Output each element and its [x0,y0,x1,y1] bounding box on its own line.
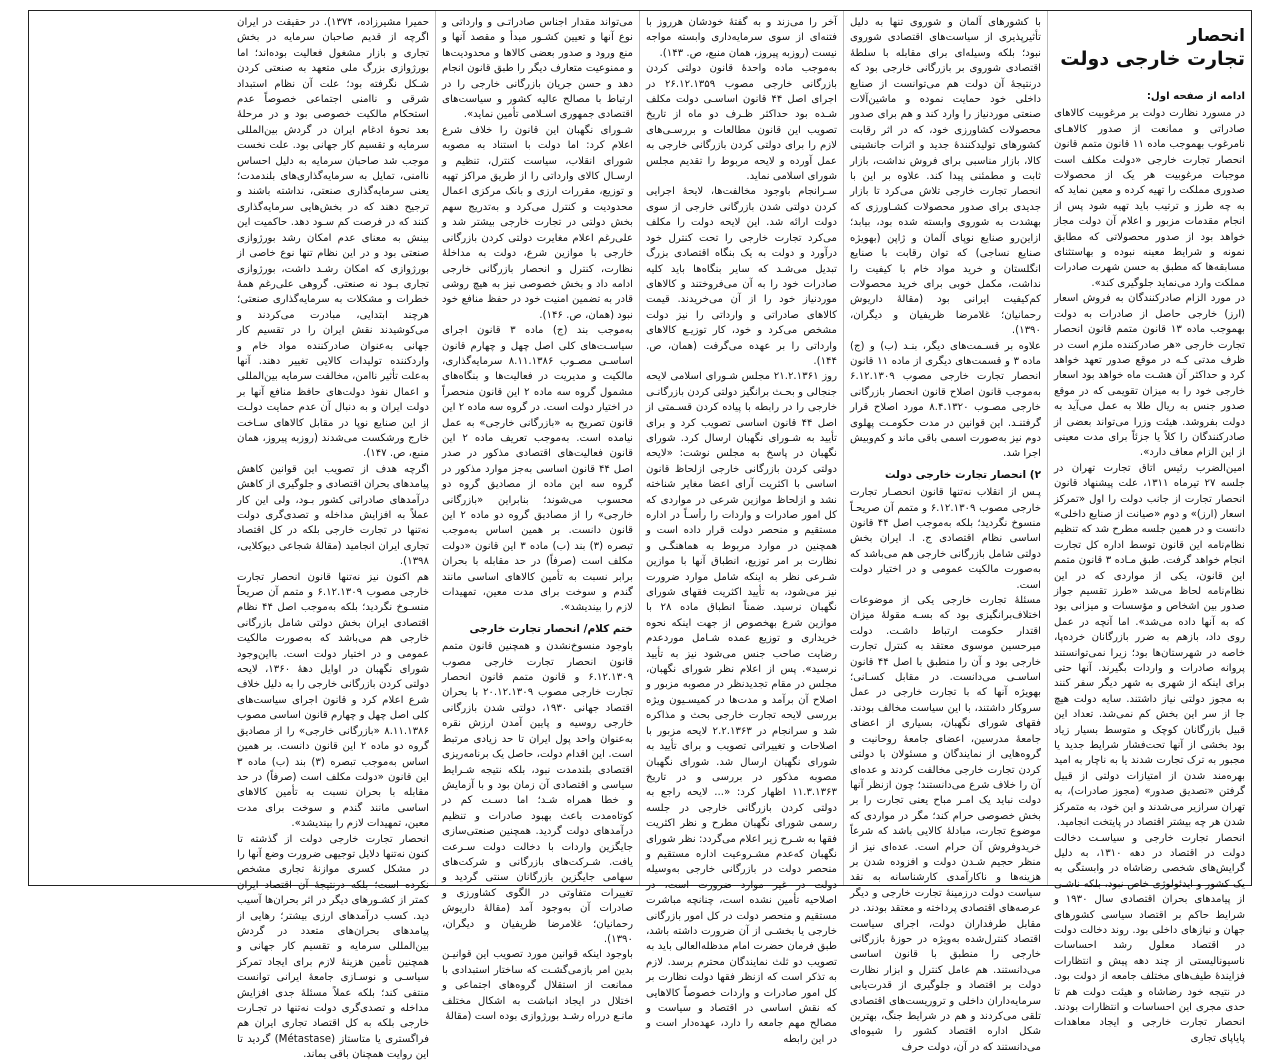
paragraph: می‌تواند مقدار اجناس صادراتـی و وارداتی و نوع آنها و تعیین کشـور مبدأ و مقصد آنها و منع ورود و صدور بعضی کالاها و محدودیت‌ها و ممنوعیت متعارف دیگر را طبق قانون انجام دهد و حسن جریان بازرگانی خارجی را در ارتباط با مصالح عالیه کشور و سیاست‌های اقتصادی جمهوری اسـلامی تأمین نماید». [442,17,633,121]
paragraph: با کشورهای آلمان و شوروی تنها به دلیل تأثیرپذیری از سیاست‌های اقتصادی شوروی نبود؛ بلکه وسیله‌ای برای مقابله با سلطۀ اقتصادی شوروی بر بازرگانی خارجی بود که درنتیجۀ آن دولت هم می‌توانست از صنایع داخلی خود حمایت نموده و ماشین‌آلات صنعتی موردنیاز را وارد کند و هم برای صدور محصولات کشاورزی خود، که در اثر رقابت کشورهای تولیدکنندۀ جدید و اثرات جانشینی کالا، بازار مناسبی برای فروش نداشت، بازار ثابت و مطمئنی پیدا کند. علاوه بر این با انحصار تجارت خارجی تلاش می‌کرد تا بازار جدیدی برای صدور محصولات کشـاورزی که بهشدت به شوروی وابسته شده بود، بیابد؛ ازاین‌رو صنایع نوپای آلمان و ژاپن (بهویژه صنایع نساجی) که توان رقابت با صنایع انگلستان و خرید مواد خام با کیفیت را نداشت، مکمل خوبی برای خرید محصولات کم‌کیفیت ایرانی بود (مقالۀ داریوش رحمانیان؛ غلامرضا ظریفیان و دیگران، ۱۳۹۰). [850,17,1041,337]
newspaper-page [28,10,1252,1061]
paragraph: در مورد الزام صادرکنندگان به فروش اسعار (ارز) خارجی حاصل از صادرات به دولت بهموجب ماده ۱۳ قانون متمم قانون انحصار تجارت خارجی «هر صادرکننده ملزم است در ظرف مدتی کـه در موقع صدور تعهد خواهد کرد و حداکثر آن هشـت ماه خواهد بود اسعار خارجی خود را به میزان تقویمی که در موقع صدور جنس به ریال طلا به عمل می‌آید به دولت بفروشد. هیئت وزرا می‌تواند بعضی از صادرکنندگان را کلاً یا جزئاً برای مدت معینی از این الزام معاف دارد». [1054,293,1245,459]
paragraph: سـرانجام باوجود مخالفت‌ها، لایحۀ اجرایی کردن دولتی شدن بازرگانی خارجی از سوی دولت ارائه شد. این لایحه دولت را مکلف می‌کرد تجارت خارجی را تحت کنترل خود درآورد و دولت به یک بنگاه اقتصادی بزرگ تبدیل می‌شـد که سایر بنگاه‌ها باید کلیه صادرات خود را به آن می‌فروختند و کالاهای موردنیاز خود را از آن می‌خریدند. قیمت کالاهای صادراتی و وارداتی را نیز دولت مشخص می‌کرد و خود، کار توزیـع کالاهای وارداتی را بر عهده می‌گرفت (همان، ص. ۱۴۴). [646,186,837,367]
article-column-2 [843,11,1047,1053]
section-heading: ۲) انحصار تجارت خارجی دولت [884,468,1041,481]
paragraph: علاوه بر قسـمت‌های دیگر، بنـد (ب) و (ج) ماده ۳ و قسمت‌های دیگری از ماده ۱۱ قانون انحصار تجارت خارجی مصوب ۶.۱۲.۱۳۰۹ به‌موجب قانون اصلاح قانون انحصار بازرگانی خارجی مصـوب ۸.۴.۱۳۲۰ مورد اصلاح قرار گرفتنـد. این قوانین در مدت حکومـت پهلوی دوم نیز به‌صورت اسمی باقی ماند و کم‌وبیش اجرا شد. [850,340,1041,460]
paragraph: باوجود اینکه قوانین مورد تصویب این قوانیـن بدین امر بازمی‌گشـت که ساختار استبدادی با ممانعت از استقلال گروه‌های اجتماعی و اختلال در ایجاد انباشت به اشکال مختلف مانـع درراه رشـد بورژوازی بوده است (مقالۀ [442,949,633,1022]
paragraph: روز ۲۱.۲.۱۳۶۱ مجلس شـورای اسلامی لایحه جنجالی و بحـث برانگیز دولتی کردن بازرگانـی خارجی را در رابطه با پیاده کردن قسـمتی از اصل ۴۴ قانون اساسی تصویب کرد و برای تأیید به شـورای نگهبان ارسال کرد. شورای نگهبان در پاسخ به مجلس نوشت: «لایحه دولتی کردن بازرگانی خارجی ازلحاظ قانون اساسی با اکثریت آرای اعضا مغایر شناخته نشد و ازلحاظ موازین شرعی در مواردی که کل امور صادرات و واردات را رأسـاً در اداره مستقیم و منحصر دولت قرار داده است و همچنین در موارد مربوط به هماهنگـی و نظارت بر امر توزیع، انطباق آنها با موازین شـرعی نظر به اینکه شامل موارد ضرورت نیز می‌شود، به تأیید اکثریت فقهای شورای نگهبان نرسید. ضمناً انطباق ماده ۲۸ با موازین شرع بهخصوص از جهت اینکه نحوه خریداری و توزیع عمده شـامل موردعدم رضایت صاحب جنس می‌شود نیز به تأیید نرسید». پس از اعلام نظر شورای نگهبان، مجلس در مقام تجدیدنظر در مصوبه مزبور و اصلاح آن برآمد و مدت‌ها در کمیسـیون ویژه بررسی لایحه تجارت خارجی بحث و مذاکره شد و سرانجام در ۲.۲.۱۳۶۳ لایحه مزبور با اصلاحات و تغییراتی تصویب و برای تأیید به شورای نگهبان ارسال شد. شورای نگهبان مصوبه مذکور در بررسی و در تاریخ ۱۱.۳.۱۳۶۳ اظهار کرد: «... لایحه راجع به دولتی کردن بازرگانی خارجی در جلسه رسمی شورای نگهبان مطرح و نظر اکثریت فقها به شـرح زیر اعلام می‌گردد: نظر شورای نگهبان که‌عدم مشـروعیت اداره مستقیم و منحصر دولت در بازرگانی خارجی به‌وسیله دولت در غیر موارد ضرورت است، در اصلاحیه تأمین نشده است، چنانچه مباشرت مستقیم و منحصر دولت در کل امور بازرگانی خارجی یا بخشـی از آن ضرورت داشته باشد، طبق فرمان حضرت امام مدظله‌العالی باید به تصویب دو ثلث نمایندگان محترم برسد. لازم به تذکر است که ازنظر فقها دولت نظارت بر کل امور صادرات و واردات خصوصاً کالاهایی که نقش اساسی در اقتصاد و سیاست و مصالح مهم جامعه را دارد، عهده‌دار است و در این رابطه [646,371,838,1045]
paragraph: شـورای نگهبان این قانون را خلاف شرع اعلام کرد: اما دولت با استناد به مصوبه شورای انقلاب، سیاست کنترل، تنظیم و ارسـال کالای وارداتی را از طریق مراکز تهیه و توزیع، مقررات ارزی و بانک مرکزی اعمال محدودیت و کنترل می‌کرد و به‌تدریج سهم بخش دولتی در تجارت خارجی بیشتر شد و علی‌رغم اعلام مغایرت دولتی کردن بازرگانی خارجی با موازین شرع، دولت به مداخلۀ نظارت، کنترل و انحصار بازرگانی خارجی ادامه داد و بخش خصوصی نیز به هیچ روشی قادر به تضمین امنیت خود در حفظ منافع خود نبود (همان، ص. ۱۴۶). [442,124,633,321]
paragraph: حمیرا مشیرزاده، ۱۳۷۴). در حقیقت در ایران اگرچه از قدیم صاحبان سرمایه در بخش تجاری و بازار مشغول فعالیت بوده‌اند؛ اما بورژوازی بزرگ ملی متعهد به صنعتی کردن شـکل نگرفته بود؛ علت آن نظام استبداد شرقی و ناامنی اجتماعی خصوصاً عدم استحکام مالکیت خصوصی بود و در مرحلۀ بعد نحوۀ ادغام ایران در گردش بین‌المللی سرمایه و تقسیم کار جهانی بود. علت نخست موجب شد صاحبان سرمایه به دلیل احساس ناامنی، تمایل به سرمایه‌گذاری‌های بلندمدت؛ یعنی سرمایه‌گذاری صنعتی، نداشته باشند و ترجیح دهند که در بخش‌هایی سرمایه‌گذاری کنند که در فرصت کم سـود دهد. حاکمیت این بینش به معنای عدم امکان رشد بورژوازی صنعتی بود و در این نظام تنها نوع خاصی از بورژوازی که امکان رشـد داشت، بورژوازی تجاری بـود نه صنعتی. گروهی علی‌رغم همۀ خطرات و مشکلات به سرمایه‌گذاری صنعتی؛ هرچند ابتدایی، مبادرت می‌کردند و می‌کوشیدند نقش ایران را در تقسیم کار جهانی به‌عنوان صادرکننده مواد خام و واردکننده تولیدات کالایی تغییر دهند. آنها به‌علت تأثیر ناامن، مخالفت سرمایه بین‌المللی و اعمال نفوذ دولت‌های حافظ منافع آنها بر دولت ایران و به دنبال آن عدم حمایت دولـت از این صنایع نوپا در مقابل کالاهای سـاخت خارج ورشکست می‌شدند (روزبه پیروز، همان منبع، ص. ۱۴۷). [237,17,430,460]
continued-label: ادامه از صفحه اول: [1146,91,1245,102]
article-column-1 [1047,11,1251,1044]
paragraph: هم اکنون نیز نه‌تنها قانون انحصار تجارت خارجی مصوب ۶.۱۲.۱۳۰۹ و متمم آن صریحاً منسـوخ نگردید؛ بلکه به‌موجب اصل ۴۴ نظام اقتصادی ایران بخش دولتی شامل بازرگانی خارجی هم می‌باشد که به‌صورت مالکیت عمومی و در اختیار دولت است. بااین‌وجود شورای نگهبان در اوایل دهۀ ۱۳۶۰، لایحه دولتی کردن بازرگانی خارجی را به دلیل خلاف شرع اعلام کرد و قانون اجرای سیاست‌های کلی اصل چهل و چهارم قانون اساسی مصوب ۸.۱۱.۱۳۸۶ «بازرگانی خارجی» را از مصادیق گروه دو ماده ۲ این قانون دانست. بر همین اساس به‌موجب تبصره (۳) بند (ب) ماده ۳ این قانون «دولت مکلف است (صرفاً) در حد مقابله با بحران نسبت به تأمین کالاهای اساسی مانند گندم و سوخت برای مدت معین، تمهیدات لازم را بیندیشد». [237,571,429,830]
article-title-line-1: انحصار [1187,26,1245,46]
paragraph: مسئلۀ تجارت خارجی یکی از موضوعات اختلاف‌برانگیزی بود که بسـه مقولۀ میزان اقتدار حکومت ارتباط داشـت. دولت میرحسین موسوی معتقد به کنترل تجارت خارجی بود و آن را منطبق با اصل ۴۴ قانون اساسـی می‌دانست. در مقابل کسـانی؛ بهویژه آنها که با تجارت خارجی در عمل سروکار داشتند، با این سیاست مخالف بودند. فقهای شورای نگهبان، بسیاری از اعضای جامعۀ مدرسین، اعضای جامعۀ روحانیت و گروه‌هایی از نمایندگان و مسئولان با دولتی کردن تجارت خارجی مخالفت کردند و عده‌ای آن را خلاف شرع می‌دانستند؛ چون ازنظر آنها دولت نباید یک امـر مباح یعنی تجارت را بر بخش خصوصی حرام کند؛ مگر در مواردی که موضوع تجارت، مبادلۀ کالایی باشد که شرعاً خریدوفروش آن حرام است. عده‌ای نیز از منظر حجیم شـدن دولت و افزوده شدن بر هزینه‌ها و ناکارآمدی کارشناسانه به نقد سیاست دولت درزمینۀ تجارت خارجی و دیگر عرصه‌های اقتصادی پرداخته و معتقد بودند. در مقابل طرفداران دولت، اجرای سیاست اقتصاد کنترل‌شده به‌ویژه در حوزۀ بازرگانی خارجی را منطبق با قانون اساسی می‌دانستند. هم عامل کنترل و ابزار نظارت دولت بر اقتصاد و جلوگیری از قدرت‌یابی سرمایه‌داران داخلی و تروریست‌های اقتصادی تلقی می‌کردند و هم در شرایط جنگ، بهترین شکل اداره اقتصاد کشور را شیوه‌ای می‌دانستند که در آن، دولت حرف [850,595,1041,1053]
paragraph: آخر را می‌زند و به گفتۀ خودشان هرروز با فتنه‌ای از سوی سرمایه‌داری وابسته مواجه نیست (روزبه پیروز، همان منبع، ص. ۱۴۳). [646,17,837,59]
paragraph: امین‌الضرب رئیس اتاق تجارت تهران در جلسه ۲۷ تیرماه ۱۳۱۱، علت پیشنهاد قانون انحصار تجارت از جانب دولت را اول «تمرکز اسعار (ارز)» و دوم «صیانت از صنایع داخلی» دانست و در همین جلسه مطرح شد که تنظیم نظام‌نامه این قانون توسط اداره کل تجارت انجام خواهد گرفت. طبق مـاده ۳ قانون متمم این قانون، یکی از مواردی که در این نظام‌نامه لحاظ می‌شد «طرز تقسیم جواز صدور بین اشخاص و مؤسسات و میزانی بود که به آنها داده می‌شد». اما آنچه در عمل روی داد، بازهم به ضرر بازرگانان خرده‌پا، خاصه در شهرستان‌ها بود؛ زیرا نمی‌توانستند پروانه صادرات و واردات بگیرند. آنها حتی برای اینکه از شهری به شهر دیگر سفر کنند به مجوز دولتی نیاز داشتند. سایه دولت هیچ جا از سر این بخش کم نمی‌شد. تعداد این قبیل بازرگانان کوچک و متوسط بسیار زیاد بود بخشی از آنها تحت‌فشار شرایط جدید یا مجبور به ترک تجارت شدند یا به ناچار به امید بهره‌مند شدن از امتیازات دولتی از قبیل گرفتن «تصدیق صدور» (مجوز صادرات)، به تهران سرازیر می‌شدند و این خود، به متمرکز شدن هر چه بیشتر اقتصاد در پایتخت انجامید. [1053,462,1246,829]
article-title-line-2: تجارت خارجی دولت [1060,48,1245,70]
paragraph: اگرچه هدف از تصویب این قوانین کاهش پیامدهای بحران اقتصادی و جلوگیری از کاهش درآمدهای صادراتی کشور بـود، ولی این کار عملاً به افزایش مداخله و تصدی‌گری دولت نه‌تنها در تجارت خارجی بلکه در کل اقتصاد تجاری ایران انجامید (مقالۀ شجاعی دیوکلایی، ۱۳۹۸). [237,463,429,568]
article-column-4 [435,11,639,1022]
article-column-5 [231,11,435,1061]
paragraph: انحصار تجارت خارجی دولت از گذشته تا کنون نه‌تنها دلایل توجیهی ضرورت وضع آنها را در مشکل کسری موازنۀ تجاری مشخص نکرده است؛ بلکه درنتیجۀ آن اقتصاد ایران کمتر از کشـورهای دیگر در اثر بحران‌ها آسیب دید. کسب درآمدهای ارزی بیشتر؛ رهایی از پیامدهای بحران‌های متعدد در گردش بین‌المللی سرمایه و تقسیم کار جهانی و همچنین تأمین هزینۀ لازم برای ایجاد تمرکز سیاسـی و نوسـازی جامعۀ ایرانی توانست منتفی کند؛ بلکه عملاً مسئلۀ جدی افزایش مداخله و تصدی‌گری دولت نه‌تنها در تجـارت خارجی بلکه به کل اقتصاد تجاری ایران هم فراگستری یا متاستاز (Métastase) گردید تا این روایت همچنان باقی بماند. [237,833,429,1061]
article-title [1054,25,1245,71]
paragraph: به‌موجب ماده واحدۀ قانون دولتی کردن بازرگانی خارجی مصوب ۲۶.۱۲.۱۳۵۹ در اجرای اصل ۴۴ قانون اساسـی دولت مکلف شـده بود حداکثر ظـرف دو ماه از تاریخ تصویب این قانون مطالعات و بررسـی‌های لازم را برای دولتی کردن بازرگانی خارجی به عمل آورده و لایحه مربوط را تقدیم مجلس شورای اسلامی نماید. [646,63,837,183]
section-heading: ختم کلام/ انحصار تجارت خارجی [469,622,633,635]
paragraph: در مسورد نظارت دولت بر مرغوبیت کالاهای صادراتی و ممانعت از صدور کالاهـای نامرغوب بهموجب ماده ۱۱ قانون متمم قانون انحصار تجارت خارجی «دولت مکلف است موجبات مرغوبیت هر یک از محصولات صدوری مملکت را تهیه کرده و معین نماید که به چه طرز و ترتیب باید تهیه شود پس از انجام مقدمات مزبور و اعلام آن دولت مجاز خواهد بود از صدور محصولاتی که مطابق نمونه و شرایط معینه نبوده و بهاستثنای مسابقه‌ها که مطبق به حسن شهرت صادرات مملکت وارد می‌نماید جلوگیری کند». [1054,108,1245,289]
article-column-3 [639,11,843,1045]
paragraph: باوجود منسوخ‌نشدن و همچنین قانون متمم قانون انحصار تجارت خارجی مصوب ۶.۱۲.۱۳۰۹ و قانون متمم قانون انحصار تجارت خارجی مصوب ۲۰.۱۲.۱۳۰۹ با بحران اقتصاد جهانی ۱۹۳۰، دولتی شدن بازرگانی خارجی روسیه و پایین آمدن ارزش نقره به‌عنوان واحد پول ایران تا حد زیادی مرتبط است. این اقدام دولت، حاصل یک برنامه‌ریزی اقتصادی بلندمدت نبود، بلکه نتیجه شـرایط سیاسی و اقتصادی آن زمان بود و با آزمایش و خطا همراه شـد؛ اما دسـت کم در کوتاه‌مدت باعث بهبود صادرات و تنظیم درآمدهای دولت گردید. همچنین صنعتی‌سازی جایگزین واردات با دخالت دولت سـرعت یافت. شـرکت‌های بازرگانی و شرکت‌های سهامی جایگزین بازرگانان سنتی گردید و تغییرات متفاوتی در الگوی کشاورزی و صادرات آن به‌وجود آمد (مقالۀ داریوش رحمانیان؛ غلامرضا ظریفیان و دیگران، ۱۳۹۰). [442,641,633,945]
paragraph: به‌موجب بند (ج) ماده ۳ قانون اجرای سیاسـت‌های کلی اصل چهل و چهارم قانون اساسـی مصـوب ۸.۱۱.۱۳۸۶ سرمایه‌گذاری، مالکیت و مدیریت در فعالیت‌ها و بنگاه‌های مشمول گروه سه ماده ۲ این قانون منحصراً در اختیار دولت است. در گروه سه ماده ۲ این قانون تصریح به «بازرگانی خارجی» به عمل نیامده است. به‌موجب تعریف ماده ۲ این قانون فعالیت‌های اقتصادی مذکور در صدر اصل ۴۴ قانون اساسی به‌جز موارد مذکور در گروه سه این ماده از مصادیق گروه دو محسوب می‌شوند؛ بنابراین «بازرگانی خارجی» را از مصادیق گروه دو ماده ۲ این قانون دانست. بر همین اساس به‌موجب تبصره (۳) بند (ب) ماده ۳ این قانون «دولت مکلف است (صرفاً) در حد مقابله با بحران برابر نسبت به تأمین کالاهای اساسی مانند گندم و سوخت برای مدت معین، تمهیدات لازم را بیندیشد». [442,325,633,614]
paragraph: پـس از انقلاب نه‌تنها قانون انحصـار تجارت خارجی مصوب ۶.۱۲.۱۳۰۹ و متمم آن صریحـاً منسوخ نگردید؛ بلکه به‌موجب اصل ۴۴ قانون اساسی نظام اقتصادی ج. ا. ایران بخش دولتی شامل بازرگانی خارجی هم می‌باشد که به‌صورت مالکیت عمومی و در اختیار دولت است. [850,487,1042,591]
paragraph: انحصار تجارت خارجی و سیاسـت دخالت دولت در اقتصاد در دهه ۱۳۱۰، به دلیل گرایش‌های شخصی رضاشاه در وابستگی به یک کشور و ایدئولوژی خاص نبود، بلکه ناشـی از پیامدهای بحران اقتصادی سال ۱۹۳۰ و شرایط حاکم بر اقتصاد سیاسی کشورهای جهان و نیازهای داخلی بود. روند دخالت دولت در اقتصاد معلول رشد احساسات ناسیونالیستی از چند دهه پیش و انتظارات فزایندۀ طیف‌های مختلف جامعه از دولت بود. در نتیجه خود رضاشاه و هیئت دولت هم تا حدی مجری این احساسات و انتظارات بودند. انحصار تجارت خارجی و ایجاد معاهدات پایاپای تجاری [1054,832,1245,1044]
